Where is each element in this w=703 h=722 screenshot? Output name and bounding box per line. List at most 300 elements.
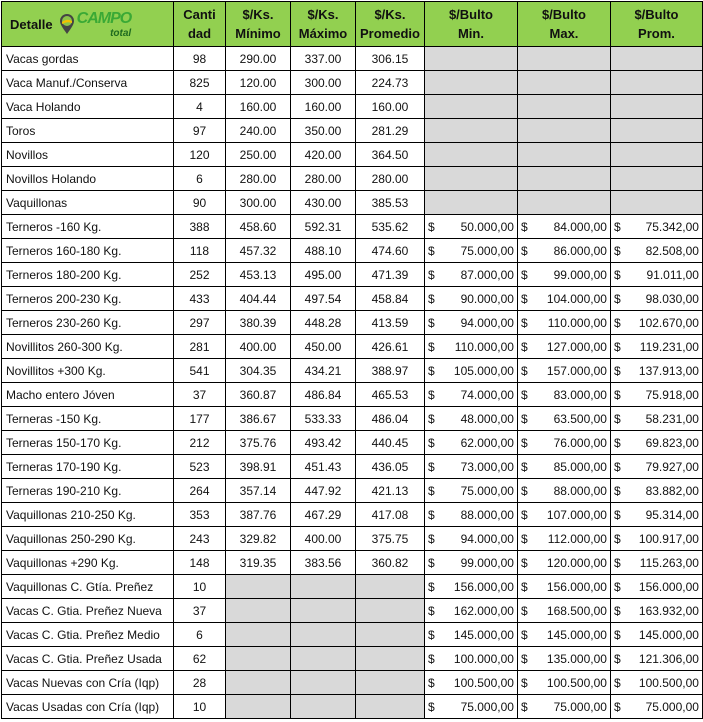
amount: 88.000,00 [553,483,607,498]
cell-cantidad: 243 [174,527,226,551]
cell-ks-promedio: 385.53 [356,191,425,215]
cell-detalle: Vaquillonas [2,191,174,215]
cell-bulto-min [424,479,517,503]
cell-cantidad: 118 [174,239,226,263]
currency-symbol: $ [427,411,435,426]
currency-symbol: $ [520,531,528,546]
cell-cantidad: 148 [174,551,226,575]
currency-symbol: $ [613,411,621,426]
cell-cantidad: 541 [174,359,226,383]
cell-cantidad: 98 [174,47,226,71]
cell-bulto-prom [610,263,702,287]
amount: 83.882,00 [645,483,699,498]
cell-ks-promedio: 465.53 [356,383,425,407]
cell-bulto-min [424,263,517,287]
campo-total-logo [59,10,132,39]
cell-bulto-min [424,143,517,167]
cell-bulto-prom [610,359,702,383]
amount: 127.000,00 [546,339,607,354]
cell-cantidad: 62 [174,647,226,671]
cell-ks-maximo: 495.00 [291,263,356,287]
cell-ks-promedio [356,647,425,671]
amount: 75.000,00 [645,699,699,714]
cell-bulto-max [517,407,610,431]
cell-bulto-min [424,71,517,95]
amount: 163.932,00 [638,603,699,618]
table-row [2,47,703,71]
cell-bulto-max [517,527,610,551]
cell-bulto-max [517,335,610,359]
cell-bulto-max [517,575,610,599]
cell-ks-maximo: 430.00 [291,191,356,215]
cell-cantidad: 37 [174,599,226,623]
cell-ks-promedio: 436.05 [356,455,425,479]
cell-ks-minimo [226,695,291,719]
amount: 107.000,00 [546,507,607,522]
cell-bulto-prom [610,431,702,455]
currency-symbol: $ [613,363,621,378]
amount: 99.000,00 [460,555,514,570]
cell-ks-promedio: 360.82 [356,551,425,575]
amount: 100.000,00 [453,651,514,666]
table-row [2,263,703,287]
amount: 162.000,00 [453,603,514,618]
cell-ks-maximo: 420.00 [291,143,356,167]
cell-cantidad: 97 [174,119,226,143]
cell-bulto-max [517,647,610,671]
currency-symbol: $ [427,699,435,714]
cell-ks-maximo [291,695,356,719]
currency-symbol: $ [427,243,435,258]
table-row [2,551,703,575]
cell-bulto-max [517,143,610,167]
cell-ks-promedio: 281.29 [356,119,425,143]
amount: 75.000,00 [460,483,514,498]
amount: 88.000,00 [460,507,514,522]
cell-bulto-prom [610,71,702,95]
currency-symbol: $ [520,483,528,498]
currency-symbol: $ [520,219,528,234]
table-row [2,671,703,695]
table-row [2,335,703,359]
cell-detalle: Toros [2,119,174,143]
table-row [2,359,703,383]
cell-ks-minimo [226,671,291,695]
currency-symbol: $ [520,507,528,522]
cell-bulto-max [517,191,610,215]
cell-bulto-min [424,575,517,599]
amount: 156.000,00 [638,579,699,594]
cell-ks-maximo: 447.92 [291,479,356,503]
amount: 74.000,00 [460,387,514,402]
amount: 87.000,00 [460,267,514,282]
currency-symbol: $ [427,651,435,666]
currency-symbol: $ [427,339,435,354]
cell-cantidad: 353 [174,503,226,527]
cell-ks-maximo: 280.00 [291,167,356,191]
cell-cantidad: 523 [174,455,226,479]
cell-bulto-min [424,359,517,383]
cell-ks-minimo: 357.14 [226,479,291,503]
amount: 121.306,00 [638,651,699,666]
currency-symbol: $ [427,363,435,378]
table-row [2,311,703,335]
cell-ks-promedio [356,599,425,623]
amount: 86.000,00 [553,243,607,258]
cell-ks-minimo: 380.39 [226,311,291,335]
amount: 110.000,00 [547,315,607,330]
currency-symbol: $ [520,459,528,474]
map-pin-icon [59,13,75,35]
table-row [2,527,703,551]
cell-ks-promedio: 280.00 [356,167,425,191]
cell-bulto-prom [610,95,702,119]
currency-symbol: $ [427,459,435,474]
amount: 145.000,00 [453,627,514,642]
cell-ks-minimo: 453.13 [226,263,291,287]
cell-ks-minimo: 329.82 [226,527,291,551]
cell-ks-minimo: 404.44 [226,287,291,311]
amount: 48.000,00 [460,411,514,426]
cell-cantidad: 10 [174,695,226,719]
currency-symbol: $ [520,675,528,690]
cell-ks-promedio: 364.50 [356,143,425,167]
cell-cantidad: 281 [174,335,226,359]
cell-bulto-prom [610,311,702,335]
cell-detalle: Terneras -150 Kg. [2,407,174,431]
cell-bulto-max [517,455,610,479]
cell-bulto-prom [610,455,702,479]
cell-ks-promedio: 160.00 [356,95,425,119]
table-row [2,695,703,719]
cell-ks-maximo [291,575,356,599]
amount: 145.000,00 [638,627,699,642]
cell-bulto-min [424,119,517,143]
cell-bulto-max [517,479,610,503]
currency-symbol: $ [613,603,621,618]
cell-ks-promedio [356,671,425,695]
cell-cantidad: 6 [174,623,226,647]
currency-symbol: $ [427,291,435,306]
cell-bulto-prom [610,287,702,311]
currency-symbol: $ [520,339,528,354]
cell-ks-promedio: 375.75 [356,527,425,551]
cell-bulto-max [517,167,610,191]
cell-bulto-min [424,431,517,455]
table-row [2,431,703,455]
cell-cantidad: 6 [174,167,226,191]
currency-symbol: $ [613,699,621,714]
amount: 69.823,00 [645,435,699,450]
cell-detalle: Vacas C. Gtia. Preñez Nueva [2,599,174,623]
cell-detalle: Vaquillonas 250-290 Kg. [2,527,174,551]
cell-detalle: Terneras 150-170 Kg. [2,431,174,455]
cell-ks-maximo: 467.29 [291,503,356,527]
amount: 100.500,00 [453,675,514,690]
currency-symbol: $ [427,675,435,690]
cell-ks-minimo: 290.00 [226,47,291,71]
cell-ks-minimo: 120.00 [226,71,291,95]
cell-ks-maximo: 400.00 [291,527,356,551]
cell-ks-minimo: 458.60 [226,215,291,239]
amount: 157.000,00 [546,363,607,378]
currency-symbol: $ [613,531,621,546]
cell-detalle: Macho entero Jóven [2,383,174,407]
amount: 75.918,00 [645,387,699,402]
cell-ks-promedio: 458.84 [356,287,425,311]
amount: 100.500,00 [546,675,607,690]
cell-bulto-prom [610,47,702,71]
cell-ks-promedio: 535.62 [356,215,425,239]
cell-ks-minimo: 300.00 [226,191,291,215]
currency-symbol: $ [427,387,435,402]
cell-bulto-prom [610,599,702,623]
cell-detalle: Vaca Manuf./Conserva [2,71,174,95]
cell-bulto-prom [610,191,702,215]
cell-bulto-max [517,671,610,695]
cell-bulto-min [424,191,517,215]
currency-symbol: $ [613,435,621,450]
cell-bulto-max [517,695,610,719]
cell-ks-promedio: 421.13 [356,479,425,503]
currency-symbol: $ [613,483,621,498]
cell-bulto-min [424,95,517,119]
cell-cantidad: 120 [174,143,226,167]
cell-ks-maximo: 533.33 [291,407,356,431]
amount: 112.000,00 [547,531,607,546]
cell-bulto-max [517,551,610,575]
currency-symbol: $ [520,363,528,378]
amount: 50.000,00 [460,219,514,234]
cell-bulto-max [517,383,610,407]
currency-symbol: $ [520,603,528,618]
cell-ks-promedio [356,575,425,599]
cell-ks-minimo [226,647,291,671]
cell-bulto-max [517,311,610,335]
cell-detalle: Vacas Nuevas con Cría (Iqp) [2,671,174,695]
cell-bulto-prom [610,215,702,239]
amount: 79.927,00 [645,459,699,474]
amount: 137.913,00 [638,363,699,378]
cell-bulto-min [424,623,517,647]
amount: 105.000,00 [453,363,514,378]
cell-ks-maximo [291,671,356,695]
cell-detalle: Vaquillonas C. Gtía. Preñez [2,575,174,599]
amount: 58.231,00 [645,411,699,426]
cell-bulto-min [424,335,517,359]
currency-symbol: $ [520,699,528,714]
currency-symbol: $ [427,267,435,282]
cell-ks-maximo: 350.00 [291,119,356,143]
cell-cantidad: 28 [174,671,226,695]
amount: 75.342,00 [645,219,699,234]
currency-symbol: $ [520,243,528,258]
currency-symbol: $ [427,507,435,522]
amount: 94.000,00 [460,531,514,546]
cell-ks-minimo: 250.00 [226,143,291,167]
table-row [2,383,703,407]
cell-cantidad: 10 [174,575,226,599]
cell-ks-minimo [226,599,291,623]
amount: 75.000,00 [553,699,607,714]
cell-bulto-max [517,47,610,71]
amount: 62.000,00 [460,435,514,450]
cell-bulto-prom [610,647,702,671]
currency-symbol: $ [520,435,528,450]
cell-ks-maximo [291,599,356,623]
cell-bulto-max [517,623,610,647]
cell-ks-promedio: 306.15 [356,47,425,71]
cell-ks-promedio [356,623,425,647]
cell-bulto-max [517,287,610,311]
cell-bulto-min [424,503,517,527]
cell-cantidad: 90 [174,191,226,215]
table-row [2,119,703,143]
cell-bulto-min [424,527,517,551]
cell-ks-minimo: 457.32 [226,239,291,263]
currency-symbol: $ [427,435,435,450]
amount: 83.000,00 [553,387,607,402]
header-row [2,2,703,47]
cell-bulto-min [424,215,517,239]
cell-detalle: Vaquillonas 210-250 Kg. [2,503,174,527]
currency-symbol: $ [613,507,621,522]
cell-cantidad: 825 [174,71,226,95]
cell-bulto-min [424,47,517,71]
table-row [2,623,703,647]
amount: 90.000,00 [460,291,514,306]
cell-ks-promedio: 426.61 [356,335,425,359]
amount: 75.000,00 [460,699,514,714]
cell-ks-maximo: 450.00 [291,335,356,359]
cell-bulto-max [517,215,610,239]
cell-ks-maximo: 160.00 [291,95,356,119]
cell-bulto-max [517,71,610,95]
currency-symbol: $ [427,483,435,498]
cell-ks-minimo: 160.00 [226,95,291,119]
currency-symbol: $ [427,627,435,642]
cell-bulto-max [517,95,610,119]
table-row [2,191,703,215]
currency-symbol: $ [520,579,528,594]
amount: 168.500,00 [546,603,607,618]
currency-symbol: $ [613,387,621,402]
cell-ks-maximo: 488.10 [291,239,356,263]
cell-detalle: Vaca Holando [2,95,174,119]
cell-ks-maximo: 448.28 [291,311,356,335]
cell-detalle: Terneros 230-260 Kg. [2,311,174,335]
header-detalle [2,2,174,47]
cell-bulto-max [517,503,610,527]
cell-detalle: Terneras 170-190 Kg. [2,455,174,479]
cell-detalle: Terneros 180-200 Kg. [2,263,174,287]
cell-bulto-prom [610,671,702,695]
cell-ks-maximo: 451.43 [291,455,356,479]
amount: 115.263,00 [639,555,699,570]
table-row [2,647,703,671]
table-row [2,71,703,95]
currency-symbol: $ [613,267,621,282]
cell-ks-promedio [356,695,425,719]
cell-bulto-prom [610,239,702,263]
amount: 73.000,00 [460,459,514,474]
cell-ks-minimo: 398.91 [226,455,291,479]
amount: 91.011,00 [646,267,699,282]
cell-detalle: Terneras 190-210 Kg. [2,479,174,503]
table-row [2,215,703,239]
cell-bulto-prom [610,407,702,431]
cell-bulto-prom [610,575,702,599]
cell-ks-minimo: 386.67 [226,407,291,431]
cell-ks-minimo: 304.35 [226,359,291,383]
header-ks-maximo: $/Ks. Máximo [291,2,356,47]
amount: 156.000,00 [453,579,514,594]
cell-ks-minimo: 387.76 [226,503,291,527]
cell-cantidad: 388 [174,215,226,239]
cell-bulto-max [517,263,610,287]
currency-symbol: $ [427,315,435,330]
amount: 82.508,00 [645,243,699,258]
cell-ks-maximo: 434.21 [291,359,356,383]
amount: 75.000,00 [460,243,514,258]
header-bulto-prom: $/Bulto Prom. [610,2,702,47]
amount: 98.030,00 [645,291,699,306]
cell-bulto-prom [610,623,702,647]
cell-ks-maximo [291,623,356,647]
cell-bulto-max [517,119,610,143]
cell-detalle: Vacas C. Gtia. Preñez Medio [2,623,174,647]
cell-bulto-min [424,239,517,263]
cell-bulto-prom [610,335,702,359]
cell-ks-promedio: 486.04 [356,407,425,431]
cell-ks-maximo: 486.84 [291,383,356,407]
amount: 156.000,00 [546,579,607,594]
cell-bulto-min [424,407,517,431]
cell-ks-maximo: 337.00 [291,47,356,71]
cell-cantidad: 212 [174,431,226,455]
table-row [2,479,703,503]
cell-detalle: Vacas gordas [2,47,174,71]
amount: 104.000,00 [546,291,607,306]
header-ks-promedio: $/Ks. Promedio [356,2,425,47]
currency-symbol: $ [613,219,621,234]
amount: 145.000,00 [546,627,607,642]
table-row [2,143,703,167]
cell-ks-promedio: 471.39 [356,263,425,287]
currency-symbol: $ [520,555,528,570]
currency-symbol: $ [427,219,435,234]
cell-cantidad: 264 [174,479,226,503]
cell-bulto-prom [610,551,702,575]
cell-bulto-prom [610,143,702,167]
currency-symbol: $ [520,291,528,306]
cell-ks-minimo [226,575,291,599]
amount: 76.000,00 [553,435,607,450]
currency-symbol: $ [427,603,435,618]
currency-symbol: $ [613,579,621,594]
cell-bulto-min [424,551,517,575]
cell-cantidad: 433 [174,287,226,311]
cell-ks-minimo: 360.87 [226,383,291,407]
cell-detalle: Novillos Holando [2,167,174,191]
cell-bulto-min [424,695,517,719]
currency-symbol: $ [613,339,621,354]
cell-bulto-min [424,311,517,335]
amount: 110.000,00 [454,339,514,354]
cell-bulto-min [424,455,517,479]
cell-ks-maximo: 497.54 [291,287,356,311]
cell-bulto-prom [610,503,702,527]
